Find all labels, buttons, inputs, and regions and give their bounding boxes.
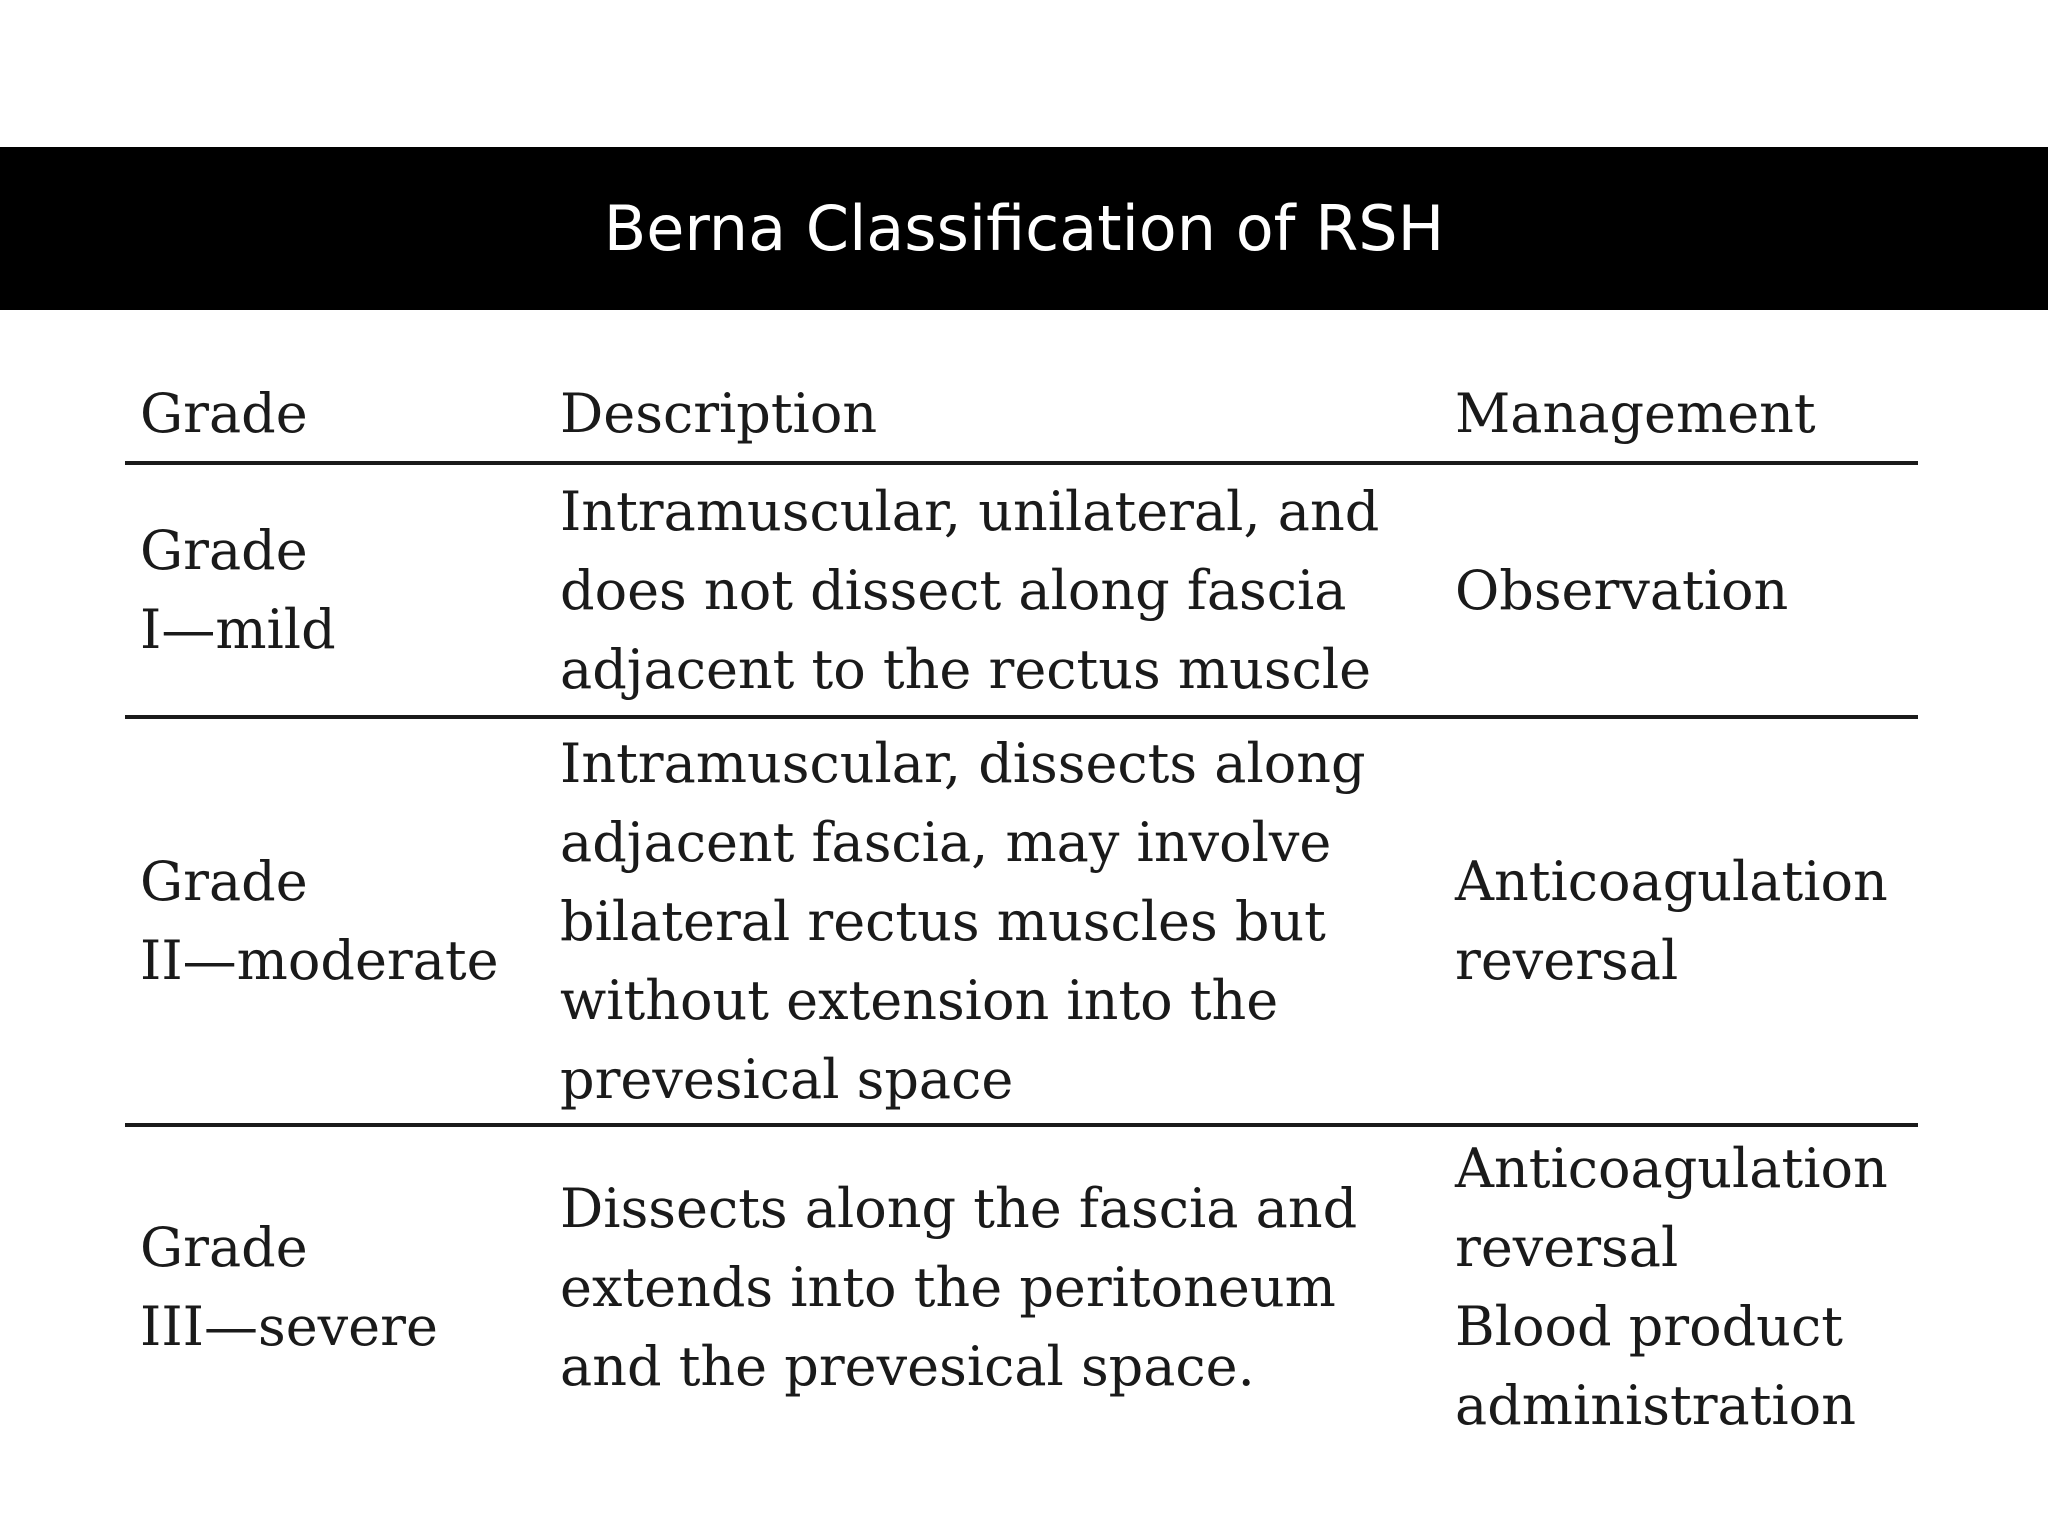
slide-title: Berna Classification of RSH — [603, 191, 1445, 265]
management-line: Anticoagulation — [1455, 850, 1888, 913]
header-grade — [140, 370, 540, 461]
grade-cell — [140, 465, 540, 715]
description-line: does not dissect along fascia — [560, 558, 1347, 622]
table-row-grade-2 — [125, 719, 1918, 1127]
table-header-row — [125, 370, 1918, 465]
table-row-grade-1 — [125, 465, 1918, 719]
grade-cell — [140, 1127, 540, 1447]
management-cell — [1455, 1127, 1915, 1447]
header-grade-label: Grade — [140, 382, 308, 445]
grade-line: Grade — [140, 1216, 308, 1279]
description-line: Intramuscular, dissects along — [560, 731, 1366, 795]
management-cell — [1455, 465, 1915, 715]
classification-table — [125, 370, 1918, 1447]
grade-line: III—severe — [140, 1295, 438, 1358]
description-line: Dissects along the fascia and — [560, 1176, 1358, 1240]
table-row-grade-3 — [125, 1127, 1918, 1447]
management-line: administration — [1455, 1374, 1856, 1437]
grade-line: I—mild — [140, 598, 336, 661]
description-line: adjacent fascia, may involve — [560, 810, 1332, 874]
management-line: reversal — [1455, 929, 1679, 992]
description-line: without extension into the — [560, 968, 1279, 1032]
description-line: prevesical space — [560, 1047, 1014, 1111]
header-description — [560, 370, 1420, 461]
header-management — [1455, 370, 1915, 461]
description-line: Intramuscular, unilateral, and — [560, 479, 1380, 543]
title-bar — [0, 147, 2048, 310]
management-cell — [1455, 719, 1915, 1123]
description-line: bilateral rectus muscles but — [560, 889, 1326, 953]
grade-line: Grade — [140, 519, 308, 582]
description-line: and the prevesical space. — [560, 1334, 1255, 1398]
description-cell — [560, 719, 1420, 1123]
grade-line: II—moderate — [140, 929, 499, 992]
description-line: adjacent to the rectus muscle — [560, 637, 1372, 701]
description-cell — [560, 1127, 1420, 1447]
management-line: Observation — [1455, 558, 1789, 622]
management-line: Blood product — [1455, 1295, 1843, 1358]
management-line: Anticoagulation — [1455, 1137, 1888, 1200]
grade-cell — [140, 719, 540, 1123]
description-cell — [560, 465, 1420, 715]
grade-line: Grade — [140, 850, 308, 913]
header-management-label: Management — [1455, 382, 1816, 445]
header-description-label: Description — [560, 382, 878, 445]
management-line: reversal — [1455, 1216, 1679, 1279]
description-line: extends into the peritoneum — [560, 1255, 1336, 1319]
